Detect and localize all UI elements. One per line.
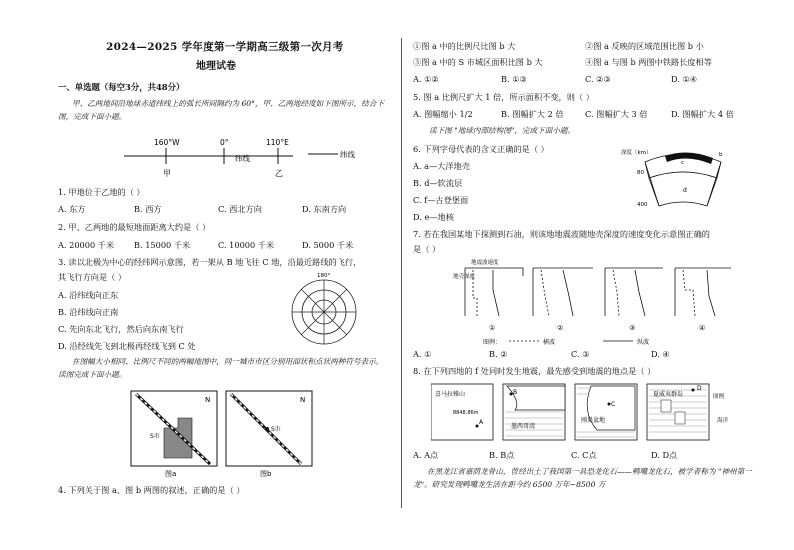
seismic-wave-figure bbox=[453, 256, 733, 346]
q4-statement-3: ③图 a 中的 S 市城区面积比图 b 大 bbox=[413, 57, 543, 67]
q7-option-a[interactable]: A. ① bbox=[413, 349, 432, 359]
fig-b-north: N bbox=[300, 396, 306, 404]
q7-option-d[interactable]: D. ④ bbox=[651, 349, 670, 359]
lat-label-1: 纬线 bbox=[235, 154, 250, 163]
q8-stem: 8. 在下列四地的 f 处同时发生地震，最先感受到地震的地点是（ ） bbox=[413, 366, 656, 376]
map-himalaya-height: 8848.86m bbox=[453, 410, 479, 416]
q7-stem-2: 是（ ） bbox=[413, 244, 441, 254]
q1-option-c[interactable]: C. 西北方向 bbox=[218, 204, 262, 214]
legend-primary: 纵波 bbox=[637, 339, 650, 346]
svg-text:d: d bbox=[683, 187, 687, 194]
q3-option-c[interactable]: C. 先向东北飞行，然后向东南飞行 bbox=[58, 324, 184, 334]
q8-option-c[interactable]: C. C点 bbox=[571, 450, 597, 460]
q2-stem: 2. 甲、乙两地的最短地面距离大约是（ ） bbox=[58, 222, 211, 232]
intro-text-4: 在黑龙江省嘉荫龙骨山，曾经出土了我国第一具恐龙化石——鸭嘴龙化石，被学者称为 "神州第一龙"。研究发现鸭嘴龙生活在距今约 6500 万年~8500 万 bbox=[413, 467, 752, 489]
fig-a-north: N bbox=[205, 396, 211, 404]
left-column bbox=[58, 0, 388, 550]
intro-text-3: 读下图 "地球内部结构图"，完成下面小题。 bbox=[429, 126, 576, 135]
map-hawaii-label: 夏威夷群岛 bbox=[653, 391, 684, 398]
q6-option-a[interactable]: A. a—大洋地壳 bbox=[413, 161, 470, 171]
q2-option-c[interactable]: C. 10000 千米 bbox=[218, 240, 275, 250]
map-himalaya-label: 喜马拉雅山 bbox=[435, 391, 466, 398]
lat-label-2: 纬线 bbox=[340, 150, 355, 159]
q4-stem: 4. 下列关于图 a、图 b 两图的叙述，正确的是（ ） bbox=[58, 485, 245, 495]
q4-option-c[interactable]: C. ②③ bbox=[585, 74, 611, 84]
q7-option-c[interactable]: C. ③ bbox=[571, 349, 590, 359]
depth-80: 80 bbox=[637, 170, 644, 176]
q4-statement-1: ①图 a 中的比例尺比图 b 大 bbox=[413, 41, 516, 51]
q6-option-d[interactable]: D. e—地核 bbox=[413, 212, 454, 222]
polar-grid-figure bbox=[286, 270, 366, 352]
lon-label-2: 0° bbox=[220, 138, 229, 147]
q5-option-b[interactable]: B. 图幅扩大 2 倍 bbox=[501, 109, 564, 119]
q8-option-a[interactable]: A. A点 bbox=[413, 450, 439, 460]
right-column bbox=[413, 0, 753, 550]
svg-text:c: c bbox=[681, 160, 685, 166]
q1-stem: 1. 甲地位于乙地的（ ） bbox=[58, 187, 145, 197]
svg-text:A: A bbox=[479, 419, 484, 426]
longitude-map bbox=[118, 136, 358, 180]
page-title: 2024—2025 学年度第一学期高三级第一次月考 bbox=[106, 41, 344, 53]
q5-stem: 5. 图 a 比例尺扩大 1 倍，所示面积不变，则（ ） bbox=[413, 92, 594, 102]
q7-stem: 7. 若在我国某地下探测到石油，则该地地震波随地壳深度的速度变化示意图正确的 bbox=[413, 229, 710, 239]
panel-3-label: ③ bbox=[629, 324, 636, 332]
figure-a bbox=[130, 390, 218, 478]
q1-option-a[interactable]: A. 东方 bbox=[58, 204, 86, 214]
figure-b bbox=[225, 390, 313, 478]
q3-stem-2: 其飞行方向是（ ） bbox=[58, 272, 127, 282]
section-heading: 一、单选题（每空3分，共48分） bbox=[58, 82, 185, 92]
q1-option-b[interactable]: B. 西方 bbox=[134, 204, 162, 214]
earth-interior-figure bbox=[621, 144, 741, 210]
q5-option-d[interactable]: D. 图幅扩大 4 倍 bbox=[671, 109, 734, 119]
q3-stem: 3. 读以北极为中心的经纬网示意图，若一架从 B 地飞往 C 地，沿最近路线的飞行， bbox=[58, 257, 362, 267]
place-label-2: 乙 bbox=[275, 169, 283, 178]
wave-speed-label: 地震波速度 bbox=[471, 260, 499, 266]
fig-a-city: S市 bbox=[150, 433, 160, 440]
q4-statement-4: ④图 a 与图 b 两图中铁路长度相等 bbox=[585, 57, 712, 67]
q1-option-d[interactable]: D. 东南方向 bbox=[302, 204, 347, 214]
page-subtitle: 地理试卷 bbox=[196, 61, 236, 72]
q6-stem: 6. 下列字母代表的含义正确的是（ ） bbox=[413, 144, 549, 154]
q2-option-b[interactable]: B. 15000 千米 bbox=[134, 240, 191, 250]
map-congo-label: 刚果盆地 bbox=[581, 417, 606, 424]
svg-text:C: C bbox=[611, 401, 616, 408]
fig-b-caption: 图b bbox=[260, 470, 272, 478]
panel-4-label: ④ bbox=[699, 324, 706, 332]
q6-option-b[interactable]: B. d—软流层 bbox=[413, 178, 463, 188]
q3-option-d[interactable]: D. 沿经线先飞到北极再经线飞到 C 处 bbox=[58, 341, 196, 351]
svg-text:D: D bbox=[697, 385, 702, 392]
polar-label: 180° bbox=[317, 273, 331, 279]
four-maps-figure bbox=[431, 382, 731, 444]
place-label-1: 甲 bbox=[163, 169, 171, 178]
map-legend-label: 图例 bbox=[713, 394, 725, 400]
intro-text-1: 甲、乙两地间沿地球赤道纬线上的弧长所间隔约为 60°，甲、乙两地经度如下图所示，结合下图，完成下面小题。 bbox=[58, 99, 385, 121]
panel-1-label: ① bbox=[489, 324, 496, 332]
legend-label: 图例： bbox=[483, 339, 502, 346]
q3-option-a[interactable]: A. 沿纬线向正东 bbox=[58, 290, 119, 300]
lon-label-1: 160°W bbox=[154, 138, 180, 147]
fig-a-caption: 图a bbox=[165, 470, 177, 478]
q5-option-a[interactable]: A. 图幅缩小 1/2 bbox=[413, 109, 473, 119]
q7-option-b[interactable]: B. ② bbox=[489, 349, 508, 359]
fig-b-city: S市 bbox=[271, 426, 281, 433]
q2-option-d[interactable]: D. 5000 千米 bbox=[302, 240, 354, 250]
q4-statement-2: ②图 a 反映的区域范围比图 b 小 bbox=[585, 41, 704, 51]
column-divider bbox=[401, 38, 402, 508]
map-gulf-label: 墨西哥湾 bbox=[511, 423, 536, 430]
q3-option-b[interactable]: B. 沿纬线向正南 bbox=[58, 307, 119, 317]
q8-option-d[interactable]: D. D点 bbox=[651, 450, 678, 460]
depth-axis-label: 深度（km） bbox=[621, 150, 652, 156]
q4-option-b[interactable]: B. ①③ bbox=[501, 74, 527, 84]
legend-shear: 横波 bbox=[543, 339, 556, 346]
q5-option-c[interactable]: C. 图幅扩大 3 倍 bbox=[585, 109, 648, 119]
q4-option-d[interactable]: D. ①④ bbox=[671, 74, 698, 84]
q4-option-a[interactable]: A. ①② bbox=[413, 74, 439, 84]
panel-2-label: ② bbox=[557, 324, 564, 332]
crust-depth-label: 地壳深度 bbox=[453, 274, 476, 280]
lon-label-3: 110°E bbox=[266, 138, 289, 147]
svg-text:b: b bbox=[719, 152, 723, 158]
q8-option-b[interactable]: B. B点 bbox=[489, 450, 515, 460]
intro-text-2: 在图幅大小相同、比例尺不同的两幅地图中，同一城市市区分别用面状和点状两种符号表示。读图完成下面小题。 bbox=[58, 357, 384, 379]
map-legend-ocean: 海洋 bbox=[717, 418, 729, 424]
svg-text:B: B bbox=[513, 389, 518, 396]
depth-400: 400 bbox=[637, 202, 648, 208]
q2-option-a[interactable]: A. 20000 千米 bbox=[58, 240, 115, 250]
q6-option-c[interactable]: C. f—古登堡面 bbox=[413, 195, 469, 205]
